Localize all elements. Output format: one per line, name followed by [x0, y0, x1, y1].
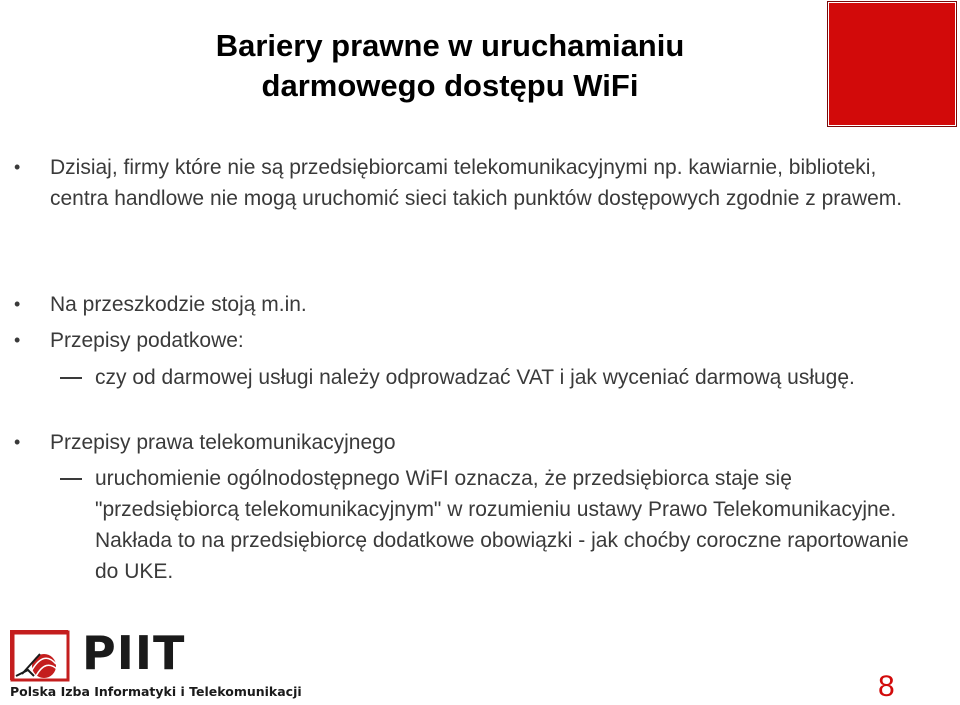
- sub-bullet-item: uruchomienie ogólnodostępnego WiFI oznacza, że przedsiębiorca staje się "przedsiębiorcą telekomunikacyjnym" w rozumieniu ustawy Prawo Telekomunikacyjne. Nakłada to na przedsiębiorcę dodatkowe obowiązki - jak choćby coroczne raportowanie do UKE.: [95, 463, 910, 587]
- sub-bullet-item: czy od darmowej usługi należy odprowadzać VAT i jak wyceniać darmową usługę.: [95, 362, 910, 393]
- bullet-item: • Na przeszkodzie stoją m.in.: [50, 289, 930, 320]
- bullet-item: • Dzisiaj, firmy które nie są przedsiębiorcami telekomunikacyjnymi np. kawiarnie, biblioteki, centra handlowe nie mogą uruchomić sieci takich punktów dostępowych zgodnie z prawem.: [50, 152, 930, 214]
- slide-title-line-1: Bariery prawne w uruchamianiu: [215, 28, 685, 63]
- piit-logo: [10, 626, 320, 702]
- piit-logo-fullname: Polska Izba Informatyki i Telekomunikacji: [10, 684, 302, 699]
- bullet-item: • Przepisy podatkowe:: [50, 325, 930, 356]
- piit-logo-mark-icon: [10, 630, 70, 682]
- piit-logo-wordmark: PIIT: [82, 626, 186, 680]
- page-number: 8: [878, 670, 895, 703]
- slide-title-line-2: darmowego dostępu WiFi: [261, 68, 639, 103]
- bullet-item: • Przepisy prawa telekomunikacyjnego: [50, 427, 930, 458]
- slide-title: [120, 26, 780, 106]
- decorative-red-square: [828, 2, 956, 126]
